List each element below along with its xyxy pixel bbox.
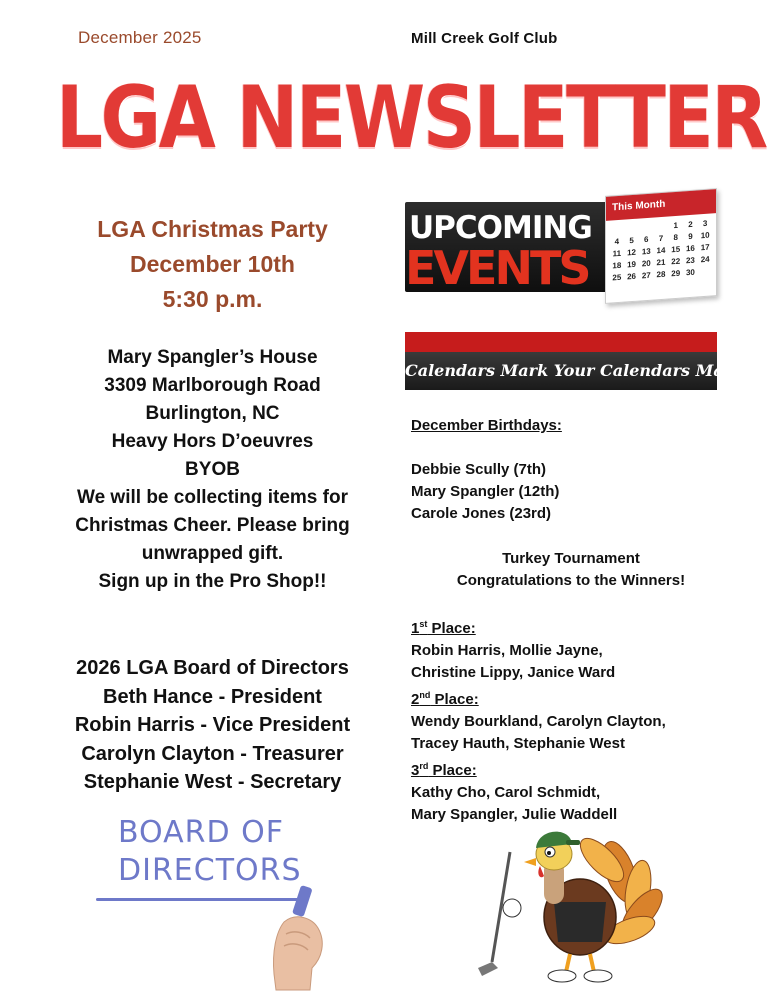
winner-line: Mary Spangler, Julie Waddell [411, 806, 618, 823]
mark-calendars-text: Calendars Mark Your Calendars Mark Y [405, 352, 717, 390]
winner-line: Tracey Hauth, Stephanie West [411, 735, 625, 752]
tournament-winners [411, 613, 731, 826]
newsletter-title: LGA NEWSLETTER [56, 68, 766, 168]
newsletter-date: December 2025 [78, 28, 202, 47]
party-signup: Sign up in the Pro Shop!! [98, 571, 327, 592]
birthdays-heading: December Birthdays: [411, 417, 562, 434]
winner-line: Kathy Cho, Carol Schmidt, [411, 784, 601, 801]
hand-marker-icon [266, 882, 336, 990]
party-date: December 10th [130, 251, 295, 277]
calendar-grid: 1 2 3 4 5 6 7 8 9 10 11 12 13 14 15 16 17 18 19 20 21 22 23 24 25 26 27 28 29 30 [612, 218, 710, 283]
winner-line: Robin Harris, Mollie Jayne, [411, 642, 603, 659]
birthday-item: Mary Spangler (12th) [411, 483, 560, 500]
party-note-line: We will be collecting items for [77, 487, 348, 508]
party-note-line: Christmas Cheer. Please bring [75, 515, 350, 536]
party-address: 3309 Marlborough Road [104, 375, 321, 396]
party-note-line: unwrapped gift. [141, 543, 284, 564]
board-member: Carolyn Clayton - Treasurer [81, 742, 344, 765]
winner-line: Christine Lippy, Janice Ward [411, 664, 616, 681]
party-food: Heavy Hors D’oeuvres [111, 431, 314, 452]
board-drawing-text: BOARD OF DIRECTORS [118, 815, 302, 888]
board-of-directors-drawing [96, 812, 336, 992]
mark-your-calendars-banner [405, 332, 761, 390]
board-member: Robin Harris - Vice President [74, 714, 351, 736]
board-member: Beth Hance - President [103, 685, 322, 708]
christmas-party-announcement [40, 212, 385, 317]
tournament-subtitle: Congratulations to the Winners! [456, 572, 686, 589]
club-name: Mill Creek Golf Club [411, 30, 558, 47]
place-heading: 1st Place: [411, 619, 476, 637]
winner-line: Wendy Bourkland, Carolyn Clayton, [411, 713, 666, 730]
board-of-directors-list [40, 654, 385, 797]
tournament-heading [411, 548, 731, 592]
place-heading: 2nd Place: [411, 690, 479, 708]
party-details [40, 344, 385, 596]
party-drinks: BYOB [185, 459, 240, 480]
birthday-item: Debbie Scully (7th) [411, 461, 547, 478]
tournament-title: Turkey Tournament [502, 550, 640, 567]
birthdays-list [411, 459, 731, 525]
calendar-icon [605, 188, 717, 304]
party-title: LGA Christmas Party [97, 216, 328, 242]
birthday-item: Carole Jones (23rd) [411, 505, 552, 522]
events-top-text: UPCOMING [409, 210, 592, 246]
place-heading: 3rd Place: [411, 761, 477, 779]
turkey-golfer-icon [470, 812, 670, 987]
board-member: Stephanie West - Secretary [83, 771, 342, 793]
party-host: Mary Spangler’s House [107, 347, 318, 368]
upcoming-events-banner [405, 192, 717, 312]
board-heading: 2026 LGA Board of Directors [76, 657, 349, 679]
events-box [405, 202, 610, 295]
events-bottom-text: EVENTS [405, 241, 589, 295]
party-time: 5:30 p.m. [162, 286, 263, 312]
party-city: Burlington, NC [145, 403, 280, 424]
calendar-header: This Month [606, 189, 716, 221]
